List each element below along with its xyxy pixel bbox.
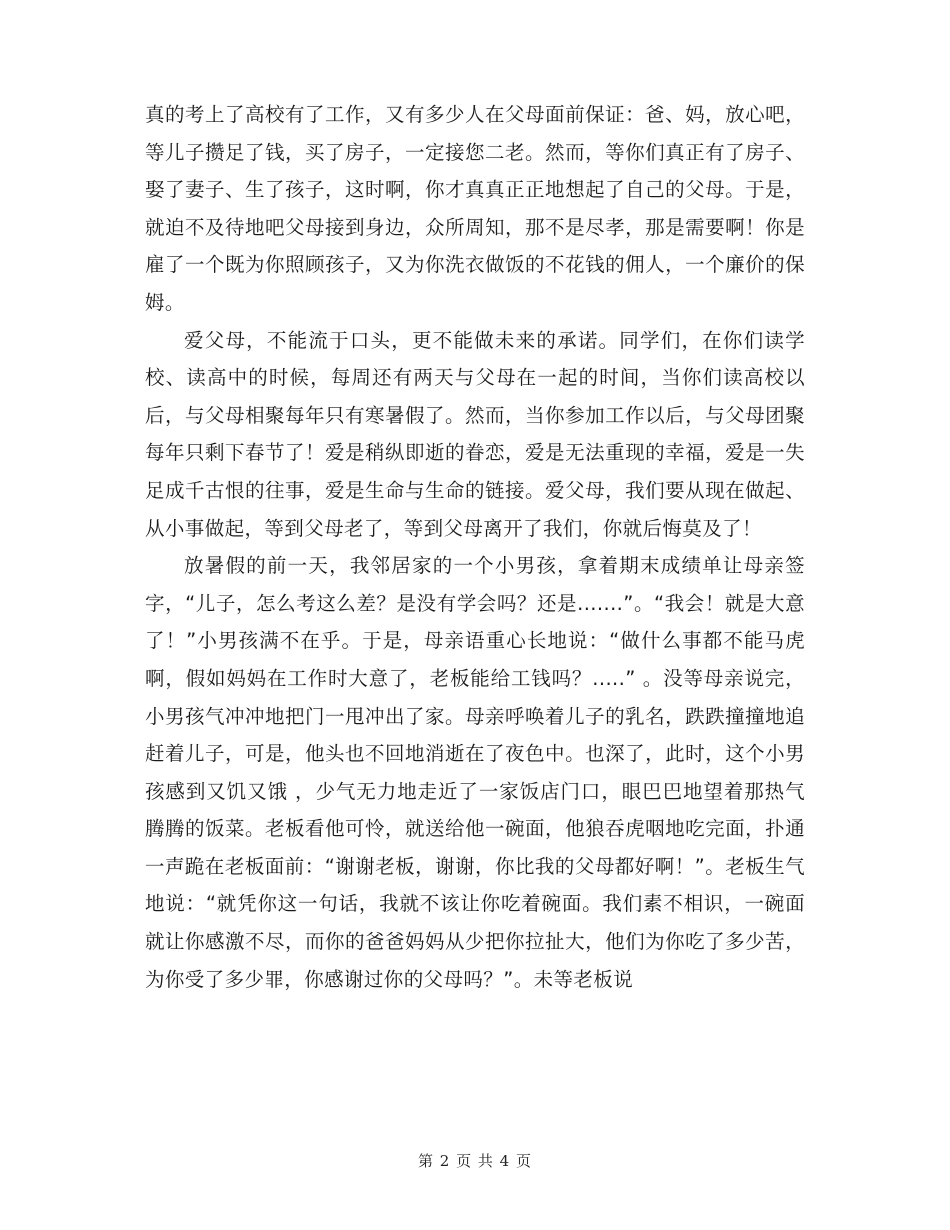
paragraph-2: 爱父母，不能流于口头，更不能做未来的承诺。同学们，在你们读学校、读高中的时候，每周还有两天与父母在一起的时间，当你们读高校以后，与父母相聚每年只有寒暑假了。然而，当你参加工作以后，与父母团聚每年只剩下春节了！爱是稍纵即逝的眷恋，爱是无法重现的幸福，爱是一失足成千古恨的往事，爱是生命与生命的链接。爱父母，我们要从现在做起、从小事做起，等到父母老了，等到父母离开了我们，你就后悔莫及了！	[145, 328, 805, 540]
paragraph-3: 放暑假的前一天，我邻居家的一个小男孩，拿着期末成绩单让母亲签字，“儿子，怎么考这么差？是没有学会吗？还是.......”。“我会！就是大意了！”小男孩满不在乎。于是，母亲语重心长地说：“做什么事都不能马虎啊，假如妈妈在工作时大意了，老板能给工钱吗？.....” 。没等母亲说完，小男孩气冲冲地把门一甩冲出了家。母亲呼唤着儿子的乳名，跌跌撞撞地追赶着儿子，可是，他头也不回地消逝在了夜色中。也深了，此时，这个小男孩感到又饥又饿 ，少气无力地走近了一家饭店门口，眼巴巴地望着那热气腾腾的饭菜。老板看他可怜，就送给他一碗面，他狼吞虎咽地吃完面，扑通一声跪在老板面前：“谢谢老板，谢谢，你比我的父母都好啊！”。老板生气地说：“就凭你这一句话，我就不该让你吃着碗面。我们素不相识，一碗面就让你感激不尽，而你的爸爸妈妈从少把你拉扯大，他们为你吃了多少苦，为你受了多少罪，你感谢过你的父母吗？”。未等老板说	[145, 554, 805, 991]
page-number-footer: 第 2 页 共 4 页	[418, 1152, 532, 1170]
paragraph-1: 真的考上了高校有了工作，又有多少人在父母面前保证：爸、妈，放心吧，等儿子攒足了钱，买了房子，一定接您二老。然而，等你们真正有了房子、娶了妻子、生了孩子，这时啊，你才真真正正地想起了自己的父母。于是，就迫不及待地吧父母接到身边，众所周知，那不是尽孝，那是需要啊！你是雇了一个既为你照顾孩子，又为你洗衣做饭的不花钱的佣人，一个廉价的保姆。	[145, 103, 805, 314]
document-body	[145, 96, 805, 998]
